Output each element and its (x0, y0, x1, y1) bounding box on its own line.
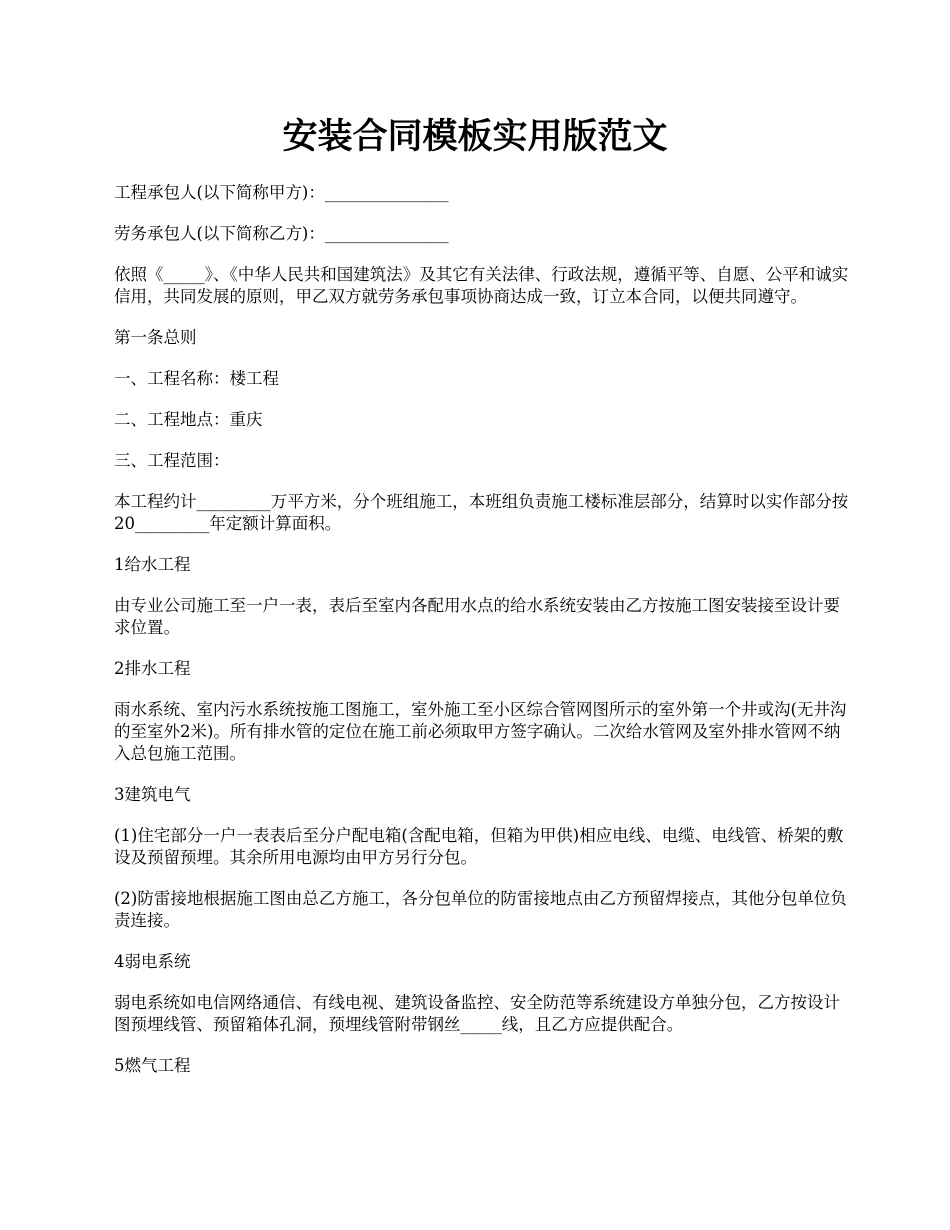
low-voltage-paragraph: 弱电系统如电信网络通信、有线电视、建筑设备监控、安全防范等系统建设方单独分包，乙方按设计图预埋线管、预留箱体孔洞，预埋线管附带钢丝_____线，且乙方应提供配合。 (114, 993, 840, 1034)
electrical-paragraph-1: (1)住宅部分一户一表表后至分户配电箱(含配电箱，但箱为甲供)相应电线、电缆、电线管、桥架的敷设及预留预埋。其余所用电源均由甲方另行分包。 (114, 826, 844, 867)
electrical-paragraph-2: (2)防雷接地根据施工图由总乙方施工，各分包单位的防雷接地点由乙方预留焊接点，其他分包单位负责连接。 (114, 889, 847, 930)
contractor-party-b-line: 劳务承包人(以下简称乙方)：_______________ (114, 224, 449, 243)
contractor-party-a-line: 工程承包人(以下简称甲方)：_______________ (114, 183, 449, 202)
gas-heading: 5燃气工程 (114, 1056, 191, 1075)
low-voltage-heading: 4弱电系统 (114, 952, 191, 971)
drainage-paragraph: 雨水系统、室内污水系统按施工图施工，室外施工至小区综合管网图所示的室外第一个井或沟(无井沟的至室外2米)。所有排水管的定位在施工前必须取甲方签字确认。二次给水管网及室外排水管网不纳入总包施工范围。 (114, 700, 847, 763)
project-location-line: 二、工程地点：重庆 (114, 410, 263, 429)
electrical-heading: 3建筑电气 (114, 785, 191, 804)
document-body (114, 182, 854, 1096)
project-scope-heading: 三、工程范围： (114, 451, 230, 470)
project-scope-paragraph: 本工程约计_________万平方米，分个班组施工，本班组负责施工楼标准层部分，结算时以实作部分按20_________年定额计算面积。 (114, 492, 849, 533)
project-name-line: 一、工程名称：楼工程 (114, 369, 279, 388)
water-supply-heading: 1给水工程 (114, 555, 191, 574)
document-title: 安装合同模板实用版范文 (282, 116, 668, 157)
drainage-heading: 2排水工程 (114, 659, 191, 678)
preamble-paragraph: 依照《_____》、《中华人民共和国建筑法》及其它有关法律、行政法规，遵循平等、自愿、公平和诚实信用，共同发展的原则，甲乙双方就劳务承包事项协商达成一致，订立本合同，以便共同遵守。 (114, 265, 849, 306)
article-one-heading: 第一条总则 (114, 328, 197, 347)
water-supply-paragraph: 由专业公司施工至一户一表，表后至室内各配用水点的给水系统安装由乙方按施工图安装接至设计要求位置。 (114, 596, 840, 637)
